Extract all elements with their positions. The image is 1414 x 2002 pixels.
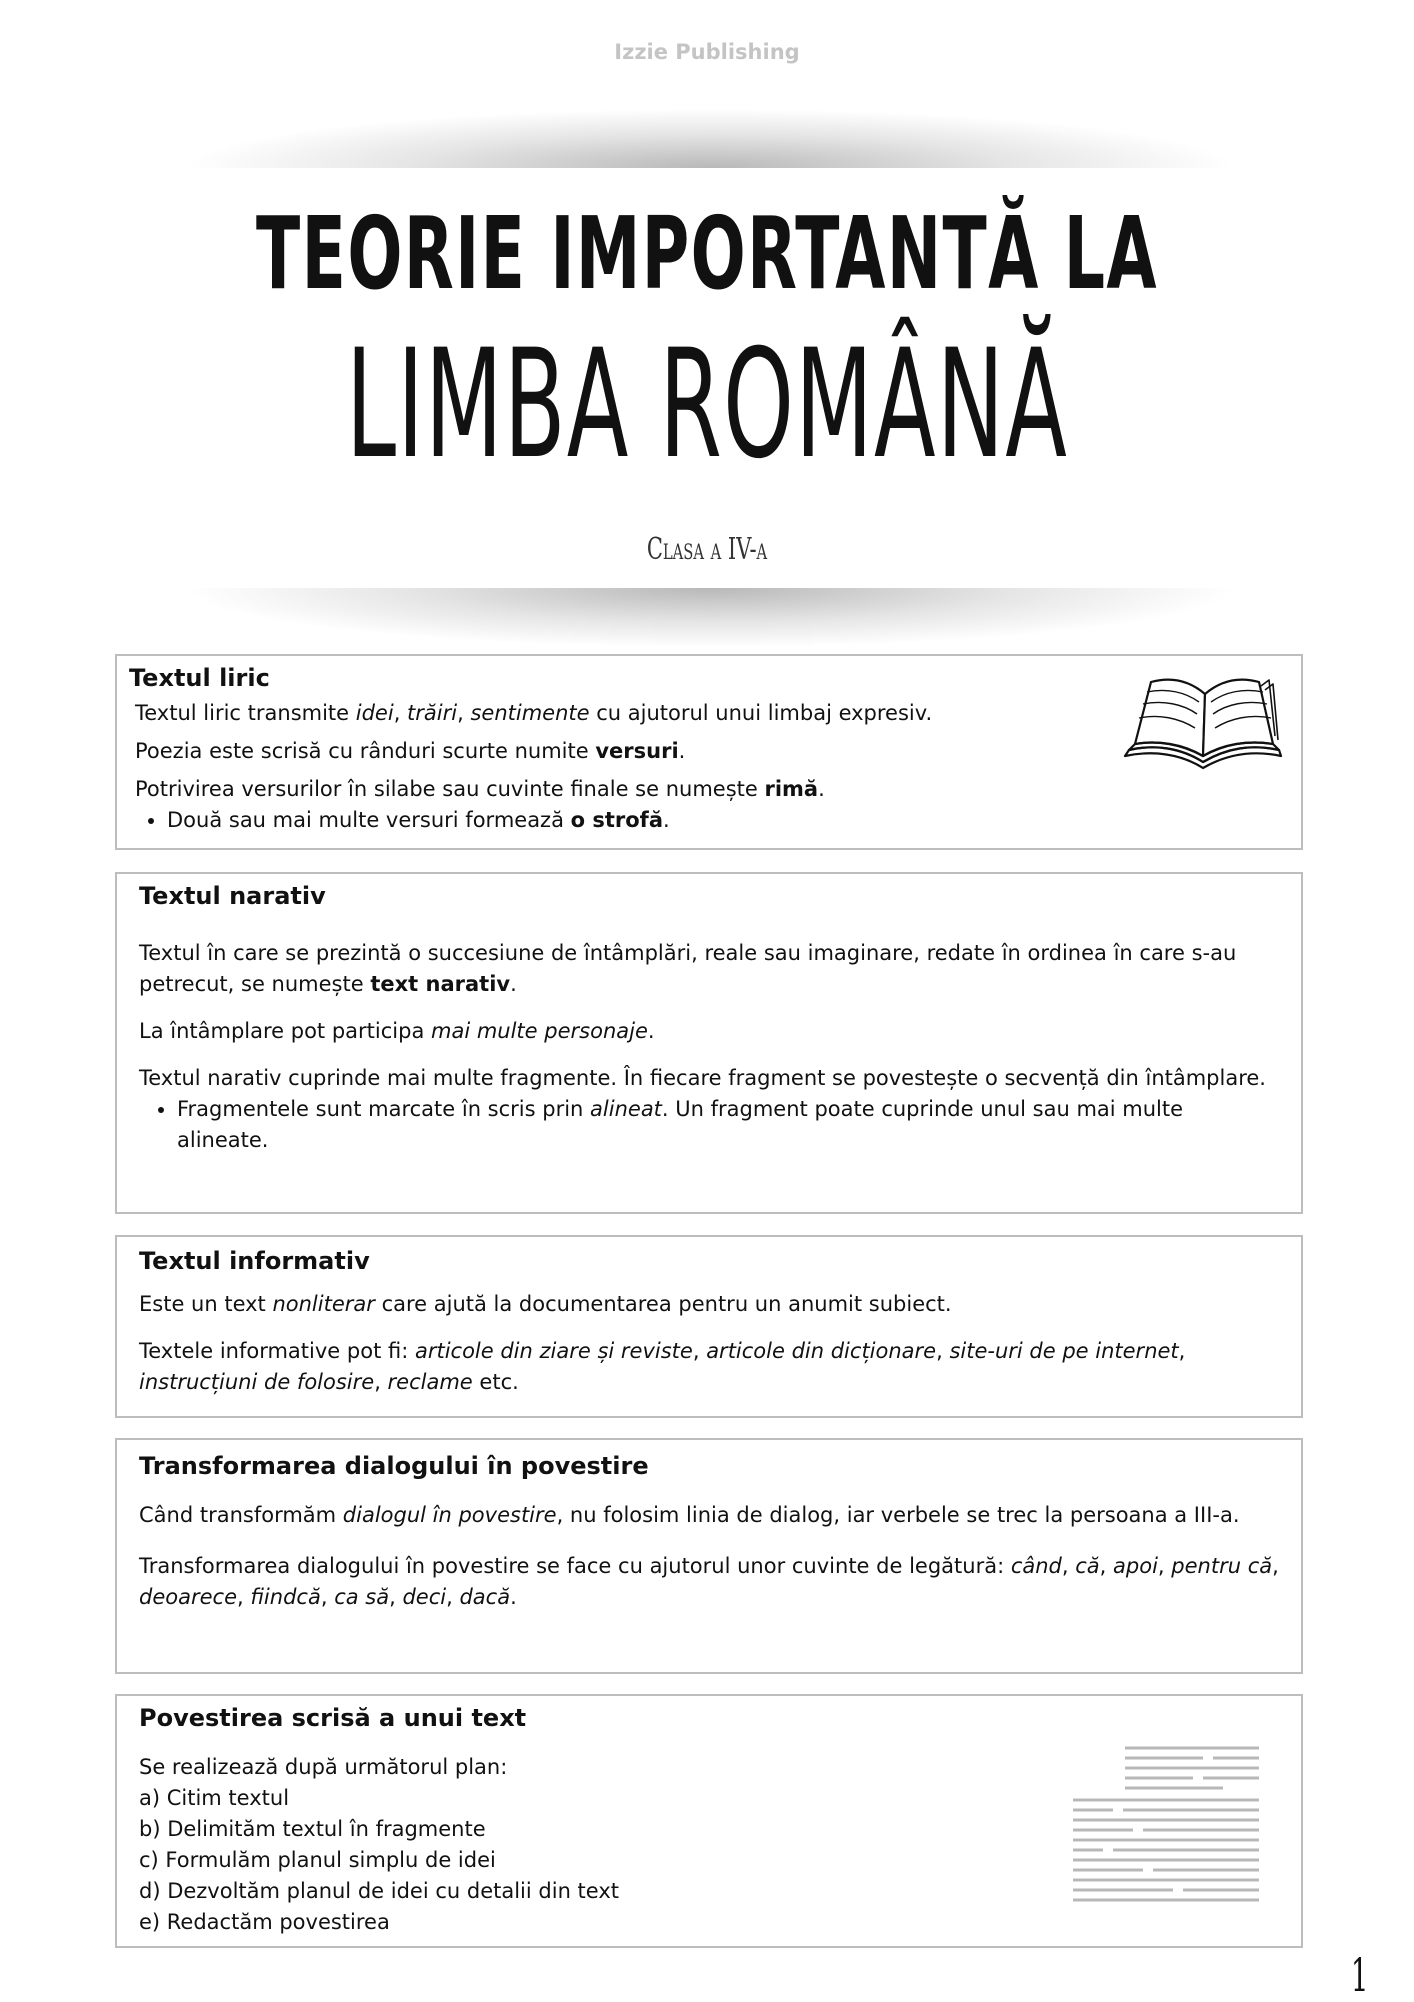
paragraph: Potrivirea versurilor în silabe sau cuvinte finale se numește rimă. [135, 777, 825, 801]
section-title: Textul narativ [139, 882, 326, 910]
section-textul-informativ [115, 1235, 1303, 1418]
plan-step: d) Dezvoltăm planul de idei cu detalii din text [139, 1879, 619, 1903]
paragraph: Textul narativ cuprinde mai multe fragmente. În fiecare fragment se povestește o secvență din întâmplare. [139, 1066, 1266, 1090]
paragraph: Transformarea dialogului în povestire se face cu ajutorul unor cuvinte de legătură: când, că, apoi, pentru că, deoarece, fiindcă, ca să, deci, dacă. [139, 1554, 1279, 1609]
plan-step: a) Citim textul [139, 1786, 290, 1810]
title-line-2: LIMBA ROMÂNĂ [345, 318, 1069, 492]
page-number: 1 [1350, 1948, 1369, 2002]
header-shadow-top [180, 108, 1240, 168]
section-title: Textul liric [129, 664, 270, 692]
section-title: Povestirea scrisă a unui text [139, 1704, 527, 1732]
paragraph: Se realizează după următorul plan: [139, 1755, 508, 1779]
publisher-name: Izzie Publishing [614, 40, 800, 64]
paragraph: Când transformăm dialogul în povestire, nu folosim linia de dialog, iar verbele se trec la persoana a III-a. [139, 1503, 1240, 1527]
section-transformarea-dialogului [115, 1438, 1303, 1674]
plan-step: e) Redactăm povestirea [139, 1910, 390, 1934]
paragraph: Textul în care se prezintă o succesiune de întâmplări, reale sau imaginare, redate în ordinea în care s-au petrecut, se numește text narativ. [139, 941, 1237, 996]
plan-step: b) Delimităm textul în fragmente [139, 1817, 486, 1841]
section-textul-liric [115, 654, 1303, 850]
open-book-icon [1123, 664, 1283, 784]
section-textul-narativ [115, 872, 1303, 1214]
subtitle: Clasa a IV-a [646, 532, 768, 567]
list-item: • Două sau mai multe versuri formează o strofă. [167, 805, 1289, 836]
section-title: Textul informativ [139, 1247, 370, 1275]
paragraph: Este un text nonliterar care ajută la documentarea pentru un anumit subiect. [139, 1292, 952, 1316]
list-item: • Fragmentele sunt marcate în scris prin alineat. Un fragment poate cuprinde unul sau mai multe alineate. [177, 1094, 1279, 1156]
bullet-list [129, 805, 1289, 836]
section-povestirea-scrisa [115, 1694, 1303, 1948]
plan-step: c) Formulăm planul simplu de idei [139, 1848, 496, 1872]
text-lines-icon [1073, 1744, 1263, 1904]
paragraph: Textele informative pot fi: articole din ziare și reviste, articole din dicționare, site-uri de pe internet, instrucțiuni de folosire, reclame etc. [139, 1339, 1186, 1394]
paragraph: Poezia este scrisă cu rânduri scurte numite versuri. [135, 739, 686, 763]
bullet-list [139, 1094, 1279, 1156]
title-line-1: TEORIE IMPORTANTĂ LA [255, 195, 1159, 312]
header-shadow-bottom [180, 588, 1240, 648]
section-title: Transformarea dialogului în povestire [139, 1452, 649, 1480]
paragraph: Textul liric transmite idei, trăiri, sentimente cu ajutorul unui limbaj expresiv. [135, 701, 933, 725]
paragraph: La întâmplare pot participa mai multe personaje. [139, 1019, 655, 1043]
